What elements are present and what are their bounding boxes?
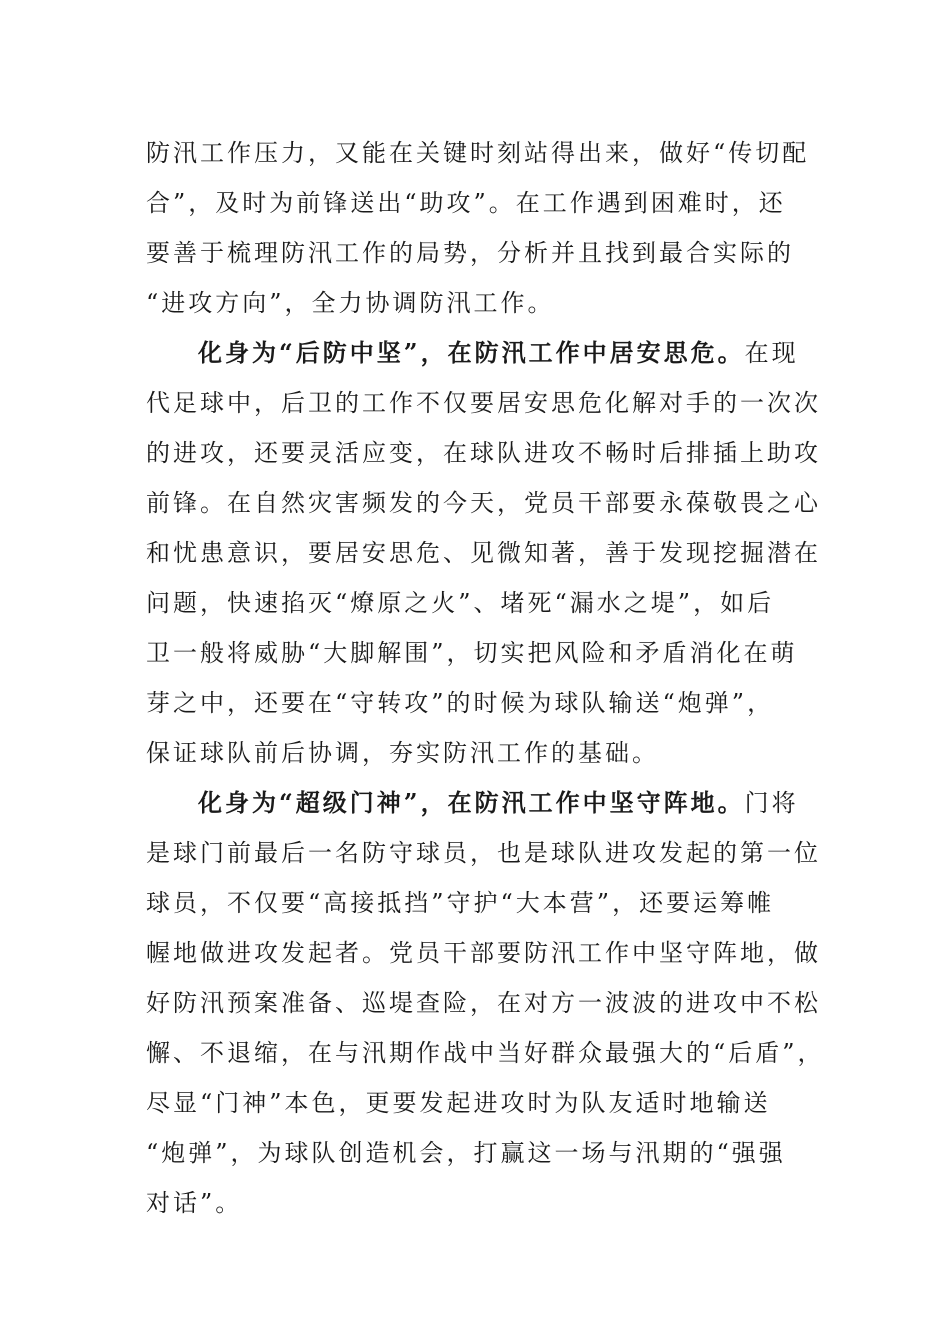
text-line: 防汛工作压力，又能在关键时刻站得出来，做好“传切配 (146, 139, 810, 167)
text-line: 和忧患意识，要居安思危、见微知著，善于发现挖掘潜在 (146, 539, 821, 567)
text-fragment: 在现 (744, 339, 799, 367)
text-line: 保证球队前后协调，夯实防汛工作的基础。 (146, 739, 659, 767)
text-line: 好防汛预案准备、巡堤查险，在对方一波波的进攻中不松 (146, 989, 821, 1017)
paragraph-heading: 化身为“后防中坚”，在防汛工作中居安思危。 (198, 338, 745, 367)
text-line: 要善于梳理防汛工作的局势，分析并且找到最合实际的 (146, 239, 794, 267)
paragraph-heading: 化身为“超级门神”，在防汛工作中坚守阵地。 (198, 788, 745, 817)
text-line: 卫一般将威胁“大脚解围”，切实把风险和矛盾消化在萌 (146, 639, 798, 667)
text-line: 对话”。 (146, 1189, 243, 1217)
document-body (146, 128, 825, 1228)
text-line: 芽之中，还要在“守转攻”的时候为球队输送“炮弹”， (146, 689, 775, 717)
paragraph-1 (146, 128, 810, 328)
text-line: 的进攻，还要灵活应变，在球队进攻不畅时后排插上助攻 (146, 439, 821, 467)
text-line: 是球门前最后一名防守球员，也是球队进攻发起的第一位 (146, 839, 821, 867)
text-line: 前锋。在自然灾害频发的今天，党员干部要永葆敬畏之心 (146, 489, 821, 517)
text-fragment: 门将 (744, 789, 799, 817)
paragraph-first-line (146, 328, 806, 378)
text-line: “进攻方向”，全力协调防汛工作。 (146, 289, 555, 317)
text-line: 懈、不退缩，在与汛期作战中当好群众最强大的“后盾”， (146, 1039, 825, 1067)
paragraph-first-line (146, 778, 806, 828)
text-line: “炮弹”，为球队创造机会，打赢这一场与汛期的“强强 (146, 1139, 786, 1167)
text-line: 幄地做进攻发起者。党员干部要防汛工作中坚守阵地，做 (146, 939, 821, 967)
paragraph-3 (146, 778, 825, 1228)
text-line: 合”，及时为前锋送出“助攻”。在工作遇到困难时，还 (146, 189, 786, 217)
text-line: 代足球中，后卫的工作不仅要居安思危化解对手的一次次 (146, 389, 821, 417)
text-line: 尽显“门神”本色，更要发起进攻时为队友适时地输送 (146, 1089, 771, 1117)
paragraph-2 (146, 328, 821, 778)
text-line: 问题，快速掐灭“燎原之火”、堵死“漏水之堤”，如后 (146, 589, 775, 617)
text-line: 球员，不仅要“高接抵挡”守护“大本营”，还要运筹帷 (146, 889, 775, 917)
